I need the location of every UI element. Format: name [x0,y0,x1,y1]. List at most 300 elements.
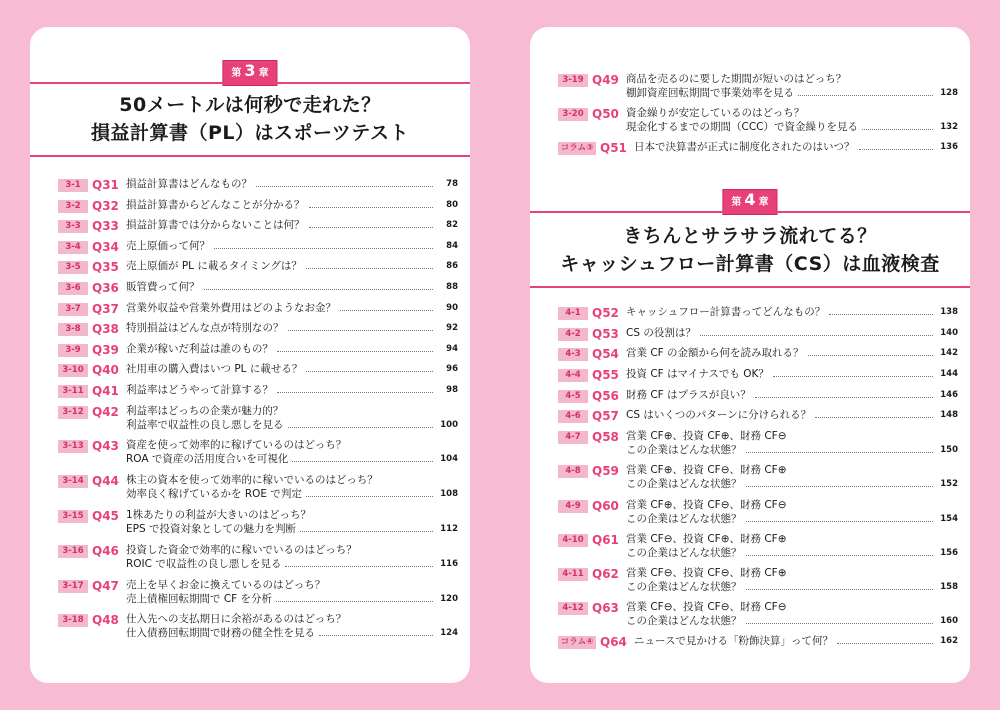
page-number: 116 [440,558,458,569]
question-number: Q49 [592,73,619,87]
entry-title: 1株あたりの利益が大きいのはどっち？ [126,508,311,521]
section-number-badge: 3-17 [58,580,88,593]
chapter-title-line2: キャッシュフロー計算書（CS）は血液検査 [560,253,940,275]
page-number: 78 [446,179,458,189]
entry-title: CS の役割は？ [626,326,696,339]
dot-leader [277,351,433,352]
page-number: 144 [940,369,958,380]
section-number-badge: 4-8 [558,465,588,478]
section-number-badge: 3-2 [58,200,88,213]
toc-entry[interactable] [558,532,958,566]
page-number: 80 [446,199,458,210]
entry-title: 商品を売るのに要した期間が短いのはどっち？ [626,73,847,85]
dot-leader [309,207,434,208]
chapter-number: 3 [244,61,256,80]
dot-leader [746,623,934,624]
entry-last-line [626,367,958,381]
entry-title: 利益率はどっちの企業が魅力的？ [126,404,284,417]
page-number: 86 [446,261,458,272]
page-number: 90 [446,302,458,313]
entry-body [626,388,958,402]
page-number: 104 [440,454,458,465]
entry-last-line [634,634,958,648]
entry-title: ニュースで見かける「粉飾決算」って何？ [634,635,833,648]
question-number: Q40 [92,363,119,378]
toc-entry[interactable] [58,438,458,473]
entry-body [126,508,458,536]
entry-body [126,473,458,501]
toc-entry[interactable] [558,106,958,140]
page-number: 156 [940,547,958,558]
entry-subtitle: ROIC で収益性の良し悪しを見る [126,557,282,570]
entry-body [626,106,958,134]
entry-title: 仕入先への支払期日に余裕があるのはどっち？ [126,613,347,626]
section-number-badge: 4-3 [558,348,588,361]
page-number: 128 [940,88,958,98]
entry-title: 営業外収益や営業外費用はどのようなお金？ [126,301,336,314]
dot-leader [306,371,433,372]
page-number: 146 [940,389,958,400]
question-number: Q55 [592,368,619,383]
toc-entry[interactable] [558,305,958,326]
entry-last-line [126,321,458,335]
entry-body [626,429,958,457]
entry-body [126,438,458,466]
toc-entry[interactable] [58,259,458,280]
dot-leader [288,427,434,428]
question-number: Q54 [592,347,619,362]
entry-title: 資産を使って効率的に稼げているのはどっち？ [126,439,347,452]
toc-entry[interactable] [58,301,458,322]
toc-entry[interactable] [58,362,458,383]
dot-leader [285,566,433,567]
toc-entry[interactable] [558,566,958,600]
page-number: 162 [940,636,958,647]
entry-subtitle: EPS で投資対象としての魅力を判断 [126,522,296,535]
dot-leader [837,643,933,644]
entry-last-line [126,239,458,253]
question-number: Q32 [92,198,119,213]
section-number-badge: 4-5 [558,390,588,403]
section-number-badge: 3-7 [58,303,88,316]
entry-title: 損益計算書はどんなもの？ [126,178,252,190]
toc-entry[interactable] [558,346,958,367]
dot-leader [808,355,933,356]
toc-entry[interactable] [58,383,458,404]
entry-last-line [626,443,958,457]
section-number-badge: 4-10 [558,534,588,547]
entry-subtitle: この企業はどんな状態？ [626,580,742,593]
page-number: 100 [440,419,458,430]
entry-body [126,578,458,606]
question-number: Q37 [92,301,119,316]
dot-leader [798,95,933,96]
toc-entry[interactable] [558,326,958,347]
toc-entry[interactable] [58,612,458,647]
section-number-badge: 3-3 [58,220,88,233]
chapter-prefix: 第 [231,68,242,79]
entry-last-line [126,487,458,501]
entry-title: 営業 CF⊕、投資 CF⊕、財務 CF⊖ [626,430,787,443]
page-number: 142 [940,348,958,359]
toc-entry[interactable] [558,498,958,532]
entry-last-line [626,512,958,526]
chapter-title-line1: きちんとサラサラ流れてる？ [623,225,877,247]
table-of-contents-continued [558,72,958,162]
chapter-rule-bottom [530,286,970,288]
entry-body [626,408,958,422]
entry-title: 資金繰りが安定しているのはどっち？ [626,107,805,119]
section-number-badge: 4-9 [558,500,588,513]
entry-last-line [626,305,958,319]
dot-leader [292,461,433,462]
entry-last-line [126,259,458,273]
section-number-badge: 3-10 [58,364,88,377]
question-number: Q36 [92,280,119,295]
toc-entry[interactable] [58,578,458,613]
question-number: Q48 [92,613,119,628]
entry-body [126,301,458,315]
dot-leader [755,397,933,398]
entry-subtitle: この企業はどんな状態？ [626,478,742,491]
section-number-badge: 3-18 [58,614,88,627]
question-number: Q39 [92,342,119,357]
chapter-title-line1: 50メートルは何秒で走れた？ [119,94,381,116]
entry-title: 営業 CF⊖、投資 CF⊖、財務 CF⊕ [626,566,787,579]
entry-body [126,218,458,232]
entry-body [126,612,458,640]
entry-body [626,346,958,360]
page-number: 98 [446,384,458,395]
dot-leader [214,248,433,249]
entry-last-line [626,477,958,491]
section-number-badge: 4-12 [558,602,588,615]
right-page [530,27,970,683]
toc-entry[interactable] [558,140,958,162]
question-number: Q41 [92,383,119,398]
section-number-badge: 4-1 [558,307,588,320]
toc-entry[interactable] [58,404,458,439]
page-number: 124 [440,628,458,639]
entry-subtitle: この企業はどんな状態？ [626,444,742,457]
toc-entry[interactable] [558,408,958,429]
toc-entry[interactable] [58,218,458,239]
toc-entry[interactable] [558,600,958,634]
section-number-badge: 3-9 [58,344,88,357]
entry-body [634,634,958,648]
entry-title: 特別損益はどんな点が特別なの？ [126,322,284,335]
entry-body [626,72,958,100]
entry-title: 損益計算書からどんなことが分かる？ [126,198,305,211]
entry-subtitle: 棚卸資産回転期間で事業効率を見る [626,87,794,99]
table-of-contents [558,305,958,655]
question-number: Q51 [600,141,627,155]
entry-last-line [126,383,458,397]
entry-title: 日本で決算書が正式に制度化されたのはいつ？ [634,141,855,153]
toc-entry[interactable] [558,367,958,388]
dot-leader [288,330,434,331]
dot-leader [746,589,934,590]
entry-body [126,259,458,273]
entry-last-line [126,557,458,571]
question-number: Q62 [592,566,619,581]
toc-entry[interactable] [58,321,458,342]
entry-last-line [626,388,958,402]
toc-entry[interactable] [58,198,458,219]
section-number-badge: 3-1 [58,179,88,192]
entry-last-line [626,580,958,594]
question-number: Q33 [92,219,119,234]
section-number-badge: 3-16 [58,545,88,558]
entry-subtitle: 売上債権回転期間で CF を分析 [126,592,273,605]
entry-last-line [626,614,958,628]
toc-entry[interactable] [58,239,458,260]
entry-last-line [626,546,958,560]
entry-title: 投資 CF はマイナスでも OK？ [626,368,769,381]
entry-last-line [126,301,458,315]
entry-last-line [626,346,958,360]
entry-title: 財務 CF はプラスが良い？ [626,388,751,401]
entry-last-line [126,177,458,191]
entry-title: 販管費って何？ [126,280,200,293]
entry-body [626,532,958,560]
entry-subtitle: この企業はどんな状態？ [626,615,742,628]
entry-last-line [126,362,458,376]
entry-body [126,177,458,191]
dot-leader [829,314,933,315]
toc-entry[interactable] [58,543,458,578]
section-number-badge: 3-6 [58,282,88,295]
entry-body [126,362,458,376]
question-number: Q47 [92,578,119,593]
section-number-badge: 3-19 [558,74,588,87]
entry-title: 売上原価が PL に載るタイミングは？ [126,260,302,273]
chapter-rule-top [530,211,970,213]
question-number: Q35 [92,260,119,275]
question-number: Q58 [592,430,619,445]
toc-entry[interactable] [58,177,458,198]
page-number: 108 [440,489,458,500]
chapter-title-line2: 損益計算書（PL）はスポーツテスト [90,122,409,144]
entry-title: CS はいくつのパターンに分けられる？ [626,409,812,422]
dot-leader [256,186,433,187]
toc-entry[interactable] [558,634,958,655]
dot-leader [204,289,434,290]
entry-last-line [126,280,458,294]
entry-title: 営業 CF⊖、投資 CF⊖、財務 CF⊖ [626,601,787,614]
question-number: Q50 [592,107,619,121]
section-number-badge: 4-4 [558,369,588,382]
entry-body [634,140,958,154]
question-number: Q52 [592,306,619,320]
question-number: Q63 [592,601,619,616]
chapter-suffix: 章 [258,68,269,79]
page-number: 148 [940,410,958,421]
question-number: Q53 [592,326,619,341]
page-number: 96 [446,364,458,375]
page-number: 160 [940,616,958,627]
dot-leader [746,452,934,453]
chapter-suffix: 章 [758,197,769,208]
entry-title: 株主の資本を使って効率的に稼いでいるのはどっち？ [126,474,378,487]
table-of-contents [58,177,458,647]
page-number: 138 [940,307,958,317]
question-number: Q38 [92,322,119,337]
entry-title: 損益計算書では分からないことは何？ [126,219,305,232]
entry-body [126,342,458,356]
entry-body [126,404,458,432]
entry-last-line [126,418,458,432]
entry-last-line [126,522,458,536]
question-number: Q44 [92,474,119,489]
dot-leader [773,376,933,377]
chapter-prefix: 第 [731,197,742,208]
page-number: 132 [940,122,958,132]
section-number-badge: 3-5 [58,261,88,274]
entry-body [626,498,958,526]
entry-title: 社用車の購入費はいつ PL に載せる？ [126,363,303,376]
dot-leader [746,521,934,522]
entry-last-line [626,86,958,100]
entry-last-line [626,120,958,134]
question-number: Q34 [92,239,119,254]
question-number: Q59 [592,464,619,479]
page-number: 84 [446,240,458,251]
entry-title: 営業 CF⊕、投資 CF⊖、財務 CF⊖ [626,498,787,511]
entry-title: 売上を早くお金に換えているのはどっち？ [126,578,326,591]
toc-entry[interactable] [558,388,958,409]
section-number-badge: 3-14 [58,475,88,488]
question-number: Q57 [592,409,619,424]
page-number: 92 [446,323,458,334]
entry-body [626,600,958,628]
entry-subtitle: この企業はどんな状態？ [626,512,742,525]
entry-title: 利益率はどうやって計算する？ [126,383,273,396]
entry-body [126,321,458,335]
entry-last-line [634,140,958,154]
question-number: Q46 [92,543,119,558]
entry-subtitle: ROA で資産の活用度合いを可視化 [126,453,289,466]
dot-leader [306,268,433,269]
entry-body [626,326,958,340]
entry-body [626,566,958,594]
toc-entry[interactable] [558,429,958,463]
section-number-badge: 3-13 [58,440,88,453]
question-number: Q42 [92,404,119,419]
entry-title: 営業 CF⊕、投資 CF⊖、財務 CF⊕ [626,464,787,477]
entry-last-line [126,592,458,606]
question-number: Q31 [92,178,119,192]
dot-leader [746,486,934,487]
entry-last-line [626,408,958,422]
toc-entry[interactable] [558,72,958,106]
entry-body [126,543,458,571]
entry-last-line [126,452,458,466]
section-number-badge: コラム④ [558,636,596,649]
entry-body [126,280,458,294]
entry-subtitle: この企業はどんな状態？ [626,546,742,559]
chapter-number: 4 [744,190,756,209]
dot-leader [862,129,933,130]
toc-entry[interactable] [58,508,458,543]
section-number-badge: 4-7 [558,431,588,444]
dot-leader [746,555,934,556]
entry-last-line [126,198,458,212]
toc-entry[interactable] [558,463,958,497]
entry-body [126,239,458,253]
entry-body [626,463,958,491]
left-page [30,27,470,683]
dot-leader [300,531,433,532]
section-number-badge: 3-8 [58,323,88,336]
page-number: 120 [440,593,458,604]
dot-leader [276,601,433,602]
page-number: 158 [940,581,958,592]
dot-leader [306,496,433,497]
entry-last-line [126,342,458,356]
section-number-badge: 3-15 [58,510,88,523]
entry-title: キャッシュフロー計算書ってどんなもの？ [626,306,826,318]
entry-last-line [126,626,458,640]
toc-entry[interactable] [58,280,458,301]
question-number: Q60 [592,498,619,513]
section-number-badge: 3-4 [58,241,88,254]
chapter-rule-bottom [30,155,470,157]
question-number: Q61 [592,532,619,547]
question-number: Q43 [92,439,119,454]
toc-entry[interactable] [58,342,458,363]
page-number: 82 [446,220,458,231]
dot-leader [340,310,433,311]
entry-title: 営業 CF の金額から何を読み取れる？ [626,347,804,360]
page-number: 88 [446,281,458,292]
page-number: 150 [940,445,958,456]
entry-last-line [126,218,458,232]
entry-last-line [626,326,958,340]
entry-title: 投資した資金で効率的に稼いでいるのはどっち？ [126,543,357,556]
dot-leader [277,392,433,393]
toc-entry[interactable] [58,473,458,508]
page-number: 94 [446,343,458,354]
entry-body [626,367,958,381]
entry-subtitle: 利益率で収益性の良し悪しを見る [126,418,284,431]
page-number: 140 [940,327,958,338]
page-number: 112 [440,523,458,534]
question-number: Q64 [600,635,627,650]
section-number-badge: コラム③ [558,142,596,155]
entry-subtitle: 効率良く稼げているかを ROE で判定 [126,488,302,501]
entry-subtitle: 仕入債務回転期間で財務の健全性を見る [126,627,315,640]
page-number: 136 [940,142,958,152]
section-number-badge: 4-11 [558,568,588,581]
section-number-badge: 3-20 [558,108,588,121]
entry-subtitle: 現金化するまでの期間（CCC）で資金繰りを見る [626,121,858,133]
section-number-badge: 4-2 [558,328,588,341]
section-number-badge: 4-6 [558,410,588,423]
chapter-rule-top [30,82,470,84]
question-number: Q56 [592,388,619,403]
question-number: Q45 [92,508,119,523]
dot-leader [859,149,934,150]
page-number: 154 [940,513,958,524]
dot-leader [319,635,433,636]
dot-leader [815,417,933,418]
entry-title: 売上原価って何？ [126,239,210,252]
entry-body [126,383,458,397]
entry-title: 企業が稼いだ利益は誰のもの？ [126,342,273,355]
entry-body [126,198,458,212]
entry-body [626,305,958,319]
